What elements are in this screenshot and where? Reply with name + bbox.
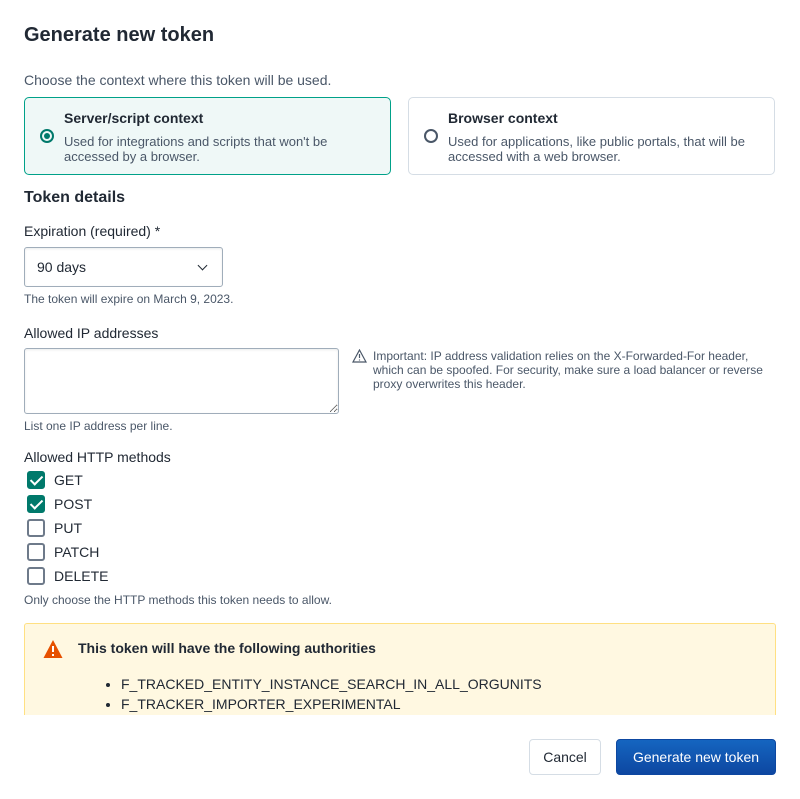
generate-token-button[interactable]: Generate new token	[616, 739, 776, 775]
authority-item: • F_TRACKER_IMPORTER_EXPERIMENTAL	[121, 694, 542, 714]
ip-help: List one IP address per line.	[24, 419, 173, 433]
checkbox-label: GET	[54, 472, 83, 488]
checkbox-unchecked-icon[interactable]	[27, 567, 45, 585]
authorities-notice	[24, 623, 776, 715]
checkbox-label: PUT	[54, 520, 82, 536]
expiration-value: 90 days	[37, 259, 87, 275]
context-prompt: Choose the context where this token will be used.	[24, 72, 332, 88]
expiration-select[interactable]	[24, 247, 223, 287]
warning-triangle-icon	[43, 639, 63, 659]
checkbox-label: PATCH	[54, 544, 100, 560]
radio-selected-icon[interactable]	[40, 129, 54, 143]
checkbox-get[interactable]	[27, 471, 83, 489]
notice-title: This token will have the following authorities	[78, 640, 376, 656]
ip-warning-text: Important: IP address validation relies on the X-Forwarded-For header, which can be spoofed. For security, make sure a load balancer or reverse proxy overwrites this header.	[373, 349, 763, 391]
ip-label: Allowed IP addresses	[24, 325, 159, 341]
checkbox-post[interactable]	[27, 495, 92, 513]
radio-unselected-icon[interactable]	[424, 129, 438, 143]
http-methods-label: Allowed HTTP methods	[24, 449, 171, 465]
checkbox-checked-icon[interactable]	[27, 471, 45, 489]
token-details-heading: Token details	[24, 189, 126, 206]
expiration-label: Expiration (required) *	[24, 223, 161, 239]
chevron-down-icon	[198, 261, 208, 271]
dialog-title: Generate new token	[24, 24, 215, 46]
checkbox-label: POST	[54, 496, 93, 512]
authorities-list	[121, 674, 542, 714]
checkbox-unchecked-icon[interactable]	[27, 543, 45, 561]
methods-help: Only choose the HTTP methods this token needs to allow.	[24, 593, 332, 607]
checkbox-unchecked-icon[interactable]	[27, 519, 45, 537]
checkbox-patch[interactable]	[27, 543, 99, 561]
server-context-card[interactable]	[24, 97, 391, 175]
card-title: Browser context	[448, 110, 558, 126]
authority-item: • F_TRACKED_ENTITY_INSTANCE_SEARCH_IN_ALL_ORGUNITS	[121, 674, 542, 694]
ip-addresses-input[interactable]	[24, 348, 339, 414]
card-title: Server/script context	[64, 110, 204, 126]
card-description: Used for integrations and scripts that won't be accessed by a browser.	[64, 134, 328, 164]
checkbox-delete[interactable]	[27, 567, 108, 585]
browser-context-card[interactable]	[408, 97, 775, 175]
expiration-help: The token will expire on March 9, 2023.	[24, 292, 234, 306]
checkbox-checked-icon[interactable]	[27, 495, 45, 513]
warning-icon	[352, 349, 367, 363]
dialog-content[interactable]	[0, 60, 800, 715]
checkbox-put[interactable]	[27, 519, 82, 537]
cancel-button[interactable]: Cancel	[529, 739, 601, 775]
card-description: Used for applications, like public portals, that will be accessed with a web browser.	[448, 134, 745, 164]
checkbox-label: DELETE	[54, 568, 109, 584]
